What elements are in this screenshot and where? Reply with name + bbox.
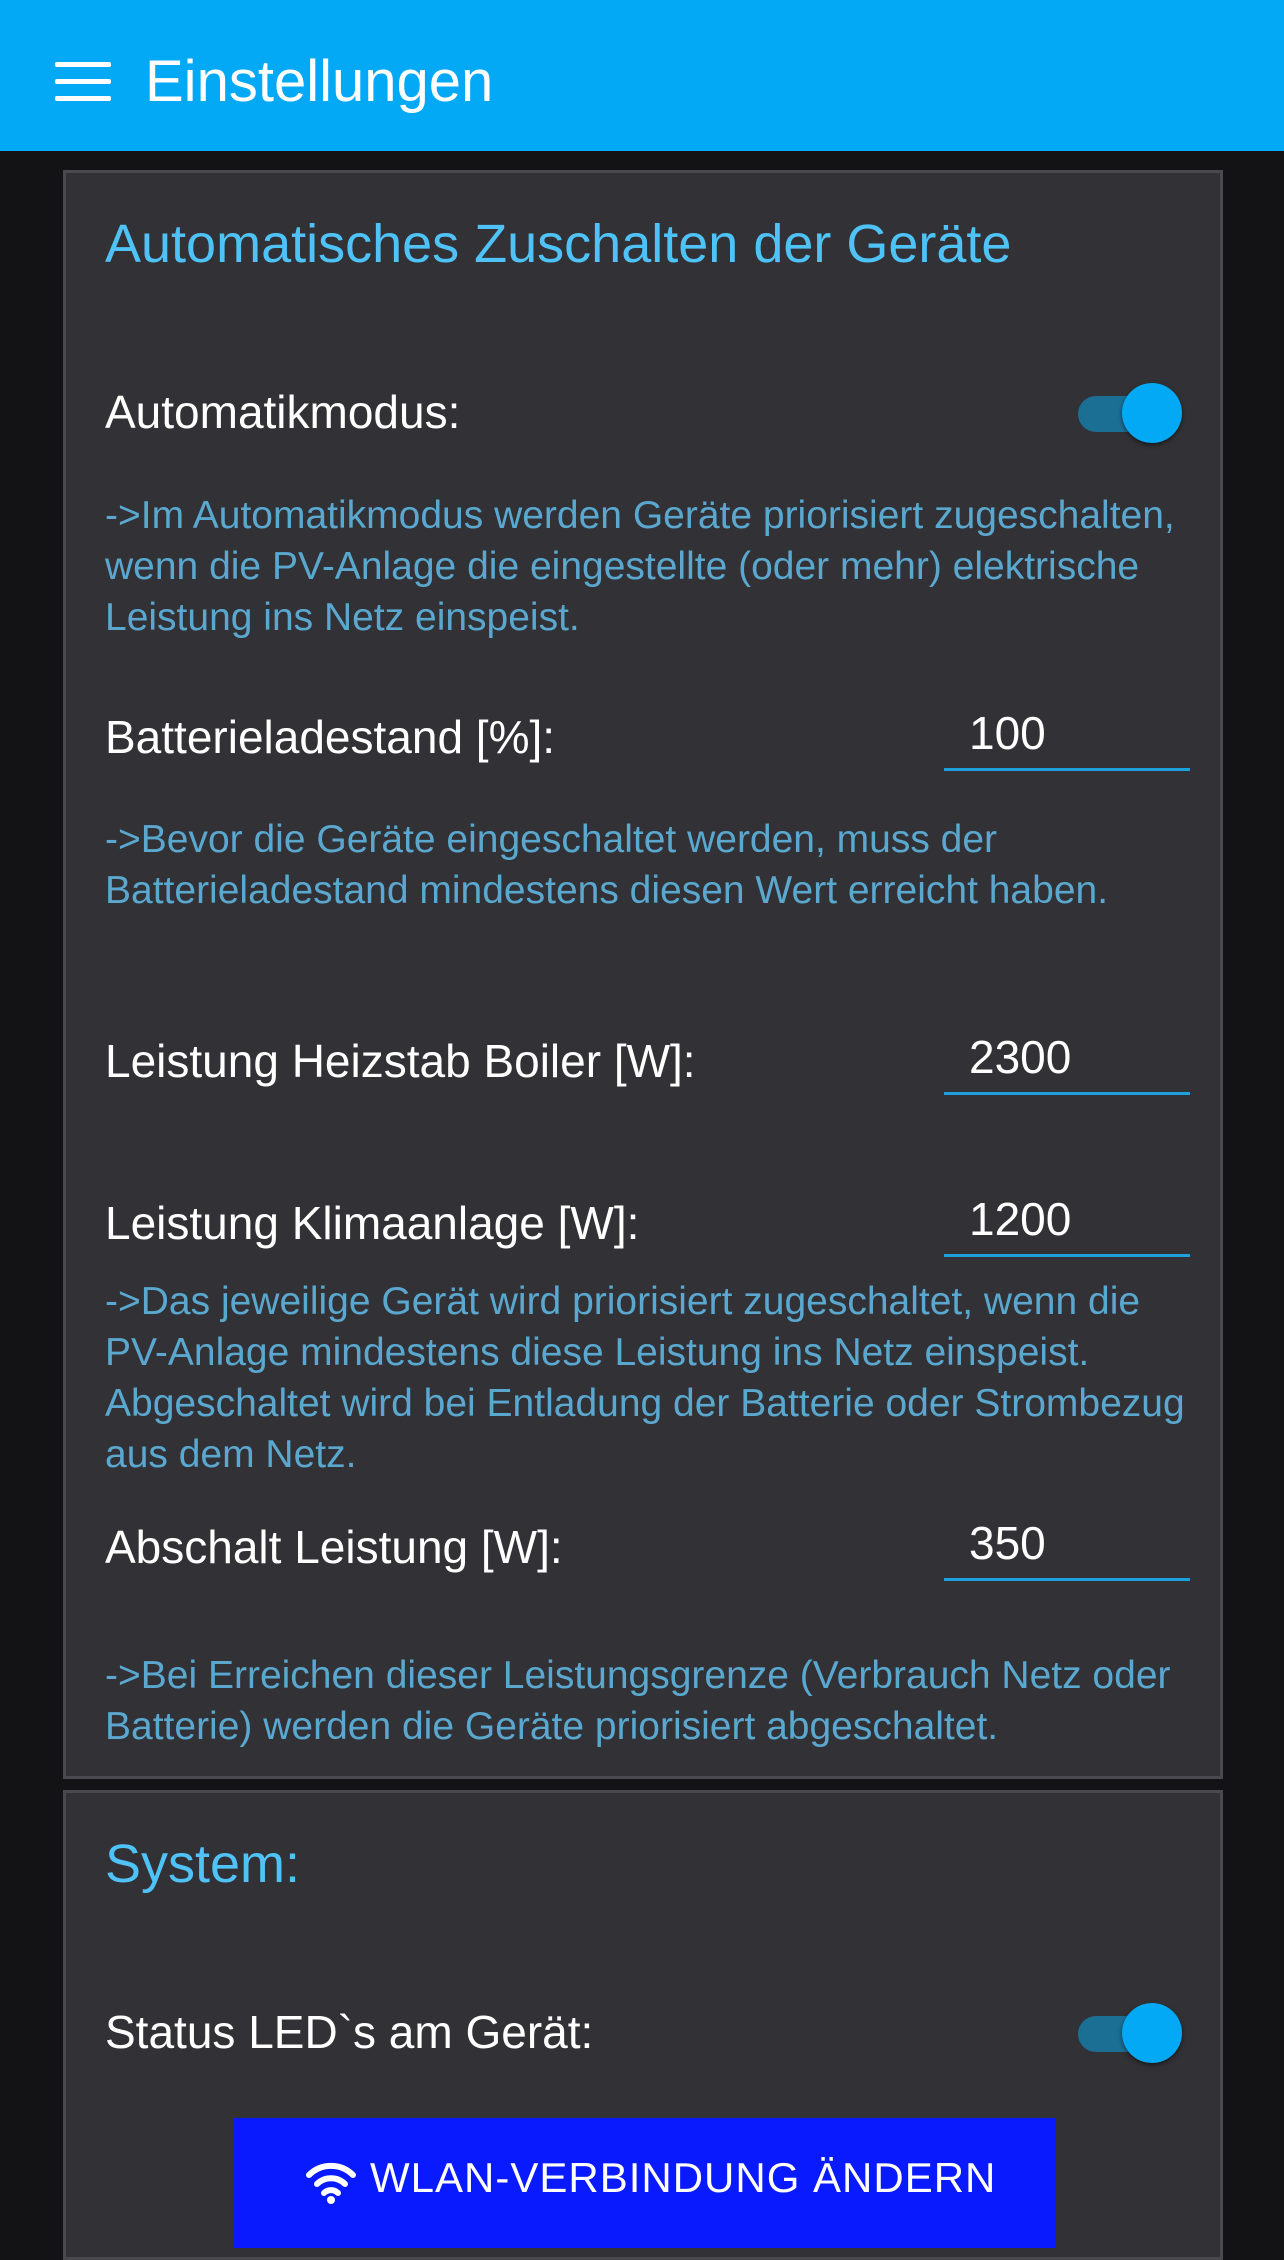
aircon-power-input[interactable] — [944, 1189, 1184, 1249]
automatic-mode-label: Automatikmodus: — [105, 386, 461, 438]
automatic-mode-hint: ->Im Automatikmodus werden Geräte priorisiert zugeschalten, wenn die PV-Anlage die eingestellte (oder mehr) elektrische Leistung ins Netz einspeist. — [105, 494, 1175, 639]
battery-level-hint: ->Bevor die Geräte eingeschaltet werden, muss der Batterieladestand mindestens diesen Wert erreicht haben. — [105, 818, 1109, 912]
cutoff-power-label: Abschalt Leistung [W]: — [105, 1521, 563, 1573]
status-led-toggle[interactable] — [1072, 2000, 1182, 2060]
battery-level-field[interactable] — [944, 703, 1190, 771]
toggle-thumb — [1122, 383, 1182, 443]
hamburger-menu-icon[interactable] — [55, 62, 111, 102]
aircon-power-label: Leistung Klimaanlage [W]: — [105, 1197, 640, 1249]
auto-switching-card — [63, 170, 1223, 1779]
cutoff-power-input[interactable] — [944, 1513, 1184, 1573]
change-wlan-label: WLAN-VERBINDUNG ÄNDERN — [370, 2154, 997, 2201]
app-bar — [0, 0, 1284, 151]
change-wlan-button[interactable] — [234, 2118, 1056, 2248]
battery-level-label: Batterieladestand [%]: — [105, 711, 556, 763]
wifi-icon — [306, 2158, 356, 2204]
automatic-mode-toggle[interactable] — [1072, 380, 1182, 440]
cutoff-power-field[interactable] — [944, 1513, 1190, 1581]
boiler-power-label: Leistung Heizstab Boiler [W]: — [105, 1035, 696, 1087]
battery-level-input[interactable] — [944, 703, 1184, 763]
device-power-hint: ->Das jeweilige Gerät wird priorisiert zugeschaltet, wenn die PV-Anlage mindestens diese Leistung ins Netz einspeist. Abgeschaltet wird bei Entladung der Batterie oder Strombezug aus dem Netz. — [105, 1280, 1185, 1474]
cutoff-power-hint: ->Bei Erreichen dieser Leistungsgrenze (Verbrauch Netz oder Batterie) werden die Geräte priorisiert abgeschaltet. — [105, 1654, 1171, 1748]
system-title: System: — [105, 1834, 301, 1894]
toggle-thumb — [1122, 2003, 1182, 2063]
aircon-power-field[interactable] — [944, 1189, 1190, 1257]
boiler-power-field[interactable] — [944, 1027, 1190, 1095]
status-led-label: Status LED`s am Gerät: — [105, 2006, 594, 2058]
page-title: Einstellungen — [145, 49, 494, 114]
boiler-power-input[interactable] — [944, 1027, 1184, 1087]
auto-switching-title: Automatisches Zuschalten der Geräte — [105, 214, 1012, 274]
